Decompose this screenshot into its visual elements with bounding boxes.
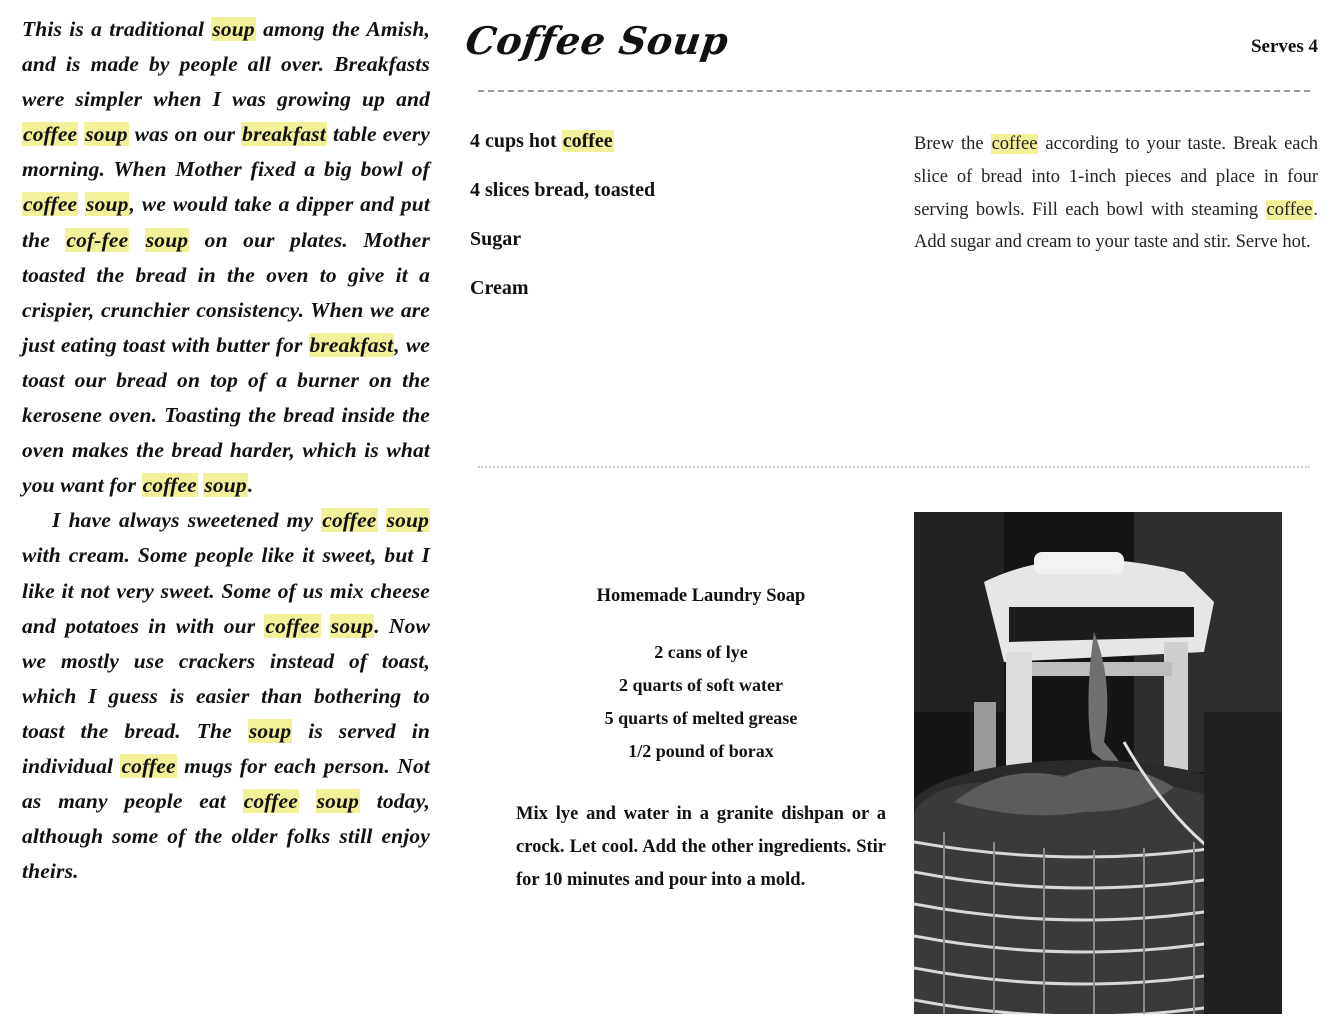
laundry-soap-title: Homemade Laundry Soap bbox=[596, 586, 806, 606]
highlighted-word: coffee bbox=[322, 508, 377, 533]
dashed-divider bbox=[478, 90, 1310, 92]
section-divider bbox=[478, 466, 1310, 468]
highlighted-word: breakfast bbox=[242, 122, 326, 147]
laundry-soap-ingredient: 2 quarts of soft water bbox=[619, 675, 783, 695]
laundry-soap-ingredient: 5 quarts of melted grease bbox=[604, 708, 798, 728]
story-paragraph-1: This is a traditional soup among the Amish, and is made by people all over. Breakfasts were simpler when I was growing up and coffee soup was on our breakfast table every morning. When Mother fixed a big bowl of coffee soup, we would take a dipper and put the cof-fee soup on our plates. Mother toasted the bread in the oven to give it a crispier, crunchier consistency. When we are just eating toast with butter for breakfast, we toast our bread on top of a burner on the kerosene oven. Toasting the bread inside the oven makes the bread harder, which is what you want for coffee soup. bbox=[22, 17, 431, 498]
highlighted-word: coffee bbox=[142, 473, 197, 498]
wringer-washer-photo bbox=[914, 512, 1282, 1014]
highlighted-word: breakfast bbox=[309, 332, 394, 357]
laundry-soap-ingredient-list bbox=[516, 636, 886, 768]
highlighted-word: coffee bbox=[243, 789, 298, 814]
amish-story-column bbox=[22, 12, 430, 889]
highlighted-word: soup bbox=[316, 789, 360, 814]
ingredient-list bbox=[470, 126, 870, 322]
story-paragraph-2: I have always sweetened my coffee soup with cream. Some people like it sweet, but I like it not very sweet. Some of us mix cheese and potatoes in with our coffee soup. Now we mostly use crackers instead of toast, which I guess is easier than bothering to toast the bread. The soup is served in individual coffee mugs for each person. Not as many people eat coffee soup today, although some of the older folks still enjoy theirs. bbox=[22, 508, 431, 884]
highlighted-word: soup bbox=[248, 718, 292, 743]
wringer-washer-illustration bbox=[914, 512, 1282, 1014]
highlighted-word: coffee bbox=[121, 753, 176, 778]
ingredient-item: 4 slices bread, toasted bbox=[470, 179, 656, 201]
highlighted-word: soup bbox=[386, 508, 429, 533]
highlighted-word: coffee bbox=[562, 130, 613, 152]
serves-label: Serves 4 bbox=[1250, 36, 1318, 57]
highlighted-word: coffee bbox=[1266, 199, 1313, 220]
recipe-title: Coffee Soup bbox=[462, 18, 732, 63]
highlighted-word: soup bbox=[86, 192, 129, 217]
highlighted-word: coffee bbox=[23, 192, 78, 217]
ingredient-item: Cream bbox=[470, 277, 529, 299]
recipe-directions: Brew the coffee according to your taste. Break each slice of bread into 1-inch pieces and place in four serving bowls. Fill each bowl with steaming coffee. Add sugar and cream to your taste and stir. Serve hot. bbox=[914, 134, 1318, 253]
ingredient-item: 4 cups hot coffee bbox=[470, 130, 613, 152]
ingredient-item: Sugar bbox=[470, 228, 522, 250]
highlighted-word: soup bbox=[85, 122, 128, 147]
highlighted-word: soup bbox=[145, 227, 189, 252]
highlighted-word: coffee bbox=[23, 122, 78, 147]
highlighted-word: cof-fee bbox=[66, 227, 129, 252]
laundry-soap-ingredient: 2 cans of lye bbox=[654, 642, 748, 662]
laundry-soap-directions: Mix lye and water in a granite dishpan or a crock. Let cool. Add the other ingredients. Stir for 10 minutes and pour into a mold. bbox=[516, 804, 886, 890]
highlighted-word: coffee bbox=[265, 613, 320, 638]
highlighted-word: coffee bbox=[991, 134, 1038, 154]
laundry-soap-ingredient: 1/2 pound of borax bbox=[628, 741, 774, 761]
highlighted-word: soup bbox=[330, 613, 374, 638]
highlighted-word: soup bbox=[212, 17, 255, 41]
highlighted-word: soup bbox=[204, 473, 247, 498]
